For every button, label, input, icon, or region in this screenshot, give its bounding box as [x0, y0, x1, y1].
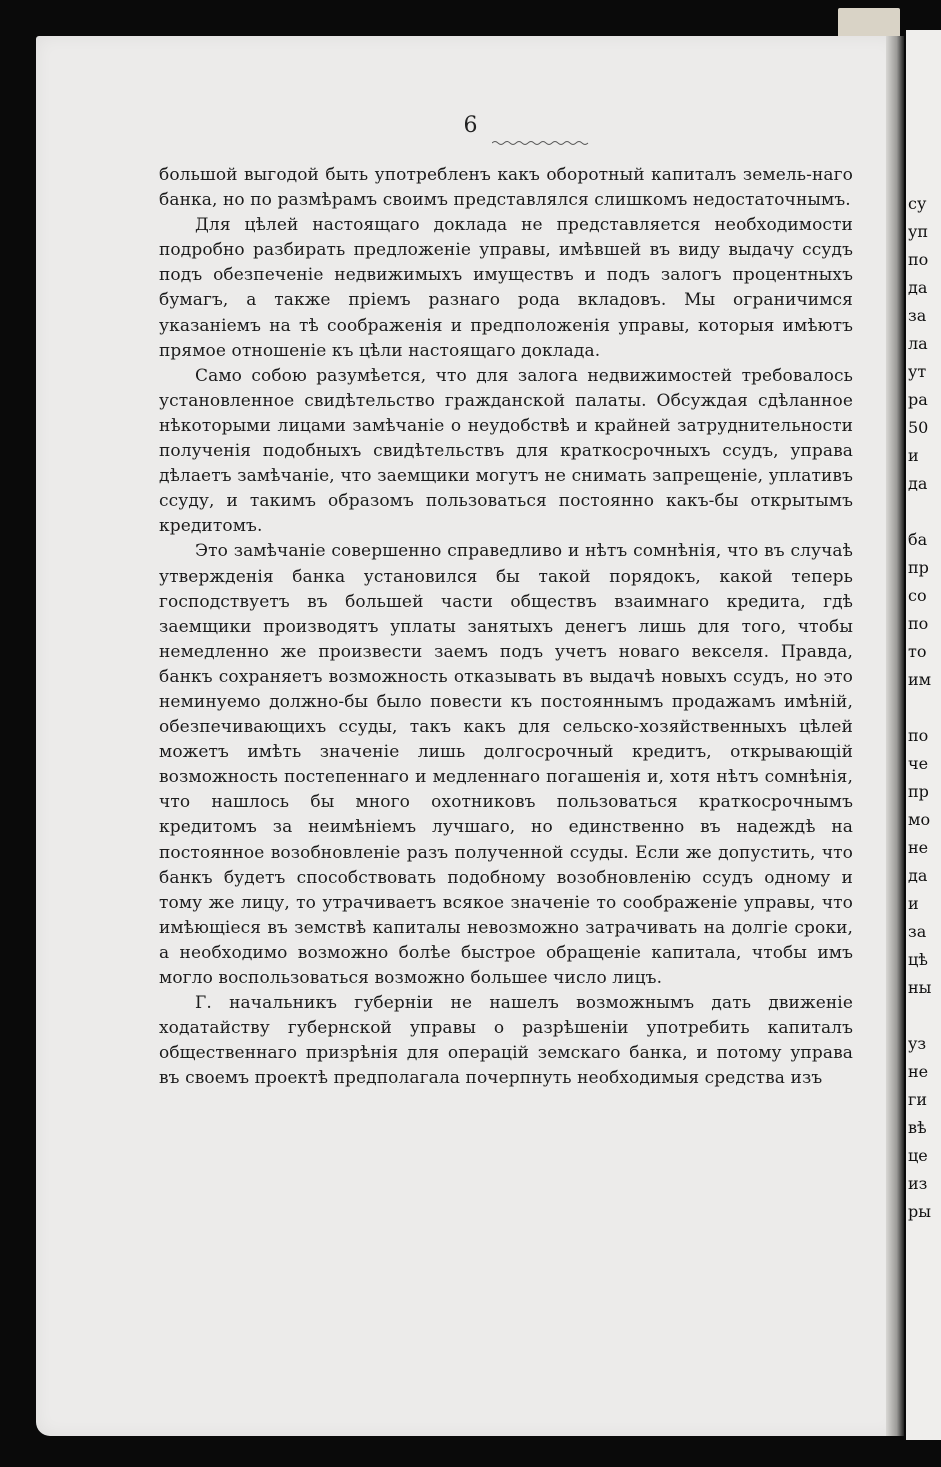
- adjacent-line-fragment: ры: [908, 1202, 931, 1221]
- adjacent-line-fragment: ны: [908, 978, 932, 997]
- adjacent-page-text: [908, 190, 941, 1226]
- adjacent-line-fragment: це: [908, 1146, 928, 1165]
- adjacent-line-fragment: ла: [908, 334, 928, 353]
- adjacent-line-fragment: [908, 1002, 941, 1030]
- adjacent-line-fragment: по: [908, 250, 929, 269]
- adjacent-line-fragment: со: [908, 586, 927, 605]
- paragraph: Само собою разумѣется, что для залога недвижимостей требовалось установленное свидѣтельство гражданской палаты. Обсуждая сдѣланное нѣкоторыми лицами замѣчаніе о неудобствѣ и крайней затруднительности полученія подобныхъ свидѣтельствъ для краткосрочныхъ ссудъ, управа дѣлаетъ замѣчаніе, что заемщики могутъ не снимать запрещеніе, уплативъ ссуду, и такимъ образомъ пользоваться постоянно какъ-бы открытымъ кредитомъ.: [159, 365, 853, 537]
- page-number: 6: [463, 113, 478, 138]
- adjacent-line-fragment: и: [908, 894, 919, 913]
- adjacent-line-fragment: пр: [908, 782, 929, 801]
- adjacent-line-fragment: ут: [908, 362, 927, 381]
- decorative-wavy-rule: [492, 140, 592, 146]
- adjacent-line-fragment: да: [908, 474, 928, 493]
- adjacent-line-fragment: 50: [908, 418, 929, 437]
- adjacent-line-fragment: за: [908, 922, 927, 941]
- adjacent-line-fragment: им: [908, 670, 932, 689]
- adjacent-line-fragment: из: [908, 1174, 928, 1193]
- adjacent-line-fragment: уп: [908, 222, 929, 241]
- adjacent-line-fragment: мо: [908, 810, 931, 829]
- adjacent-line-fragment: не: [908, 838, 929, 857]
- adjacent-line-fragment: уз: [908, 1034, 927, 1053]
- adjacent-line-fragment: не: [908, 1062, 929, 1081]
- adjacent-line-fragment: ба: [908, 530, 928, 549]
- adjacent-line-fragment: [908, 498, 941, 526]
- adjacent-line-fragment: по: [908, 614, 929, 633]
- adjacent-line-fragment: да: [908, 278, 928, 297]
- adjacent-line-fragment: за: [908, 306, 927, 325]
- adjacent-line-fragment: по: [908, 726, 929, 745]
- document-body: [159, 163, 853, 1091]
- adjacent-line-fragment: ги: [908, 1090, 928, 1109]
- adjacent-line-fragment: [908, 694, 941, 722]
- adjacent-line-fragment: и: [908, 446, 919, 465]
- paragraph: Г. начальникъ губерніи не нашелъ возможнымъ дать движеніе ходатайству губернской управы о разрѣшеніи употребить капиталъ общественнаго призрѣнія для операцій земскаго банка, и потому управа въ своемъ проектѣ предполагала почерпнуть необходимыя средства изъ: [159, 993, 853, 1089]
- adjacent-line-fragment: че: [908, 754, 929, 773]
- paragraph: Для цѣлей настоящаго доклада не представляется необходимости подробно разбирать предложеніе управы, имѣвшей въ виду выдачу ссудъ подъ обезпеченіе недвижимыхъ имуществъ и подъ залогъ процентныхъ бумагъ, а также пріемъ разнаго рода вкладовъ. Мы ограничимся указаніемъ на тѣ соображенія и предположенія управы, которыя имѣютъ прямое отношеніе къ цѣли настоящаго доклада.: [159, 215, 853, 361]
- book-spine-tab: [838, 8, 900, 38]
- adjacent-line-fragment: цѣ: [908, 950, 928, 969]
- paragraph: большой выгодой быть употребленъ какъ оборотный капиталъ земель-наго банка, но по размѣрамъ своимъ представлялся слишкомъ недостаточнымъ.: [159, 165, 853, 211]
- adjacent-line-fragment: да: [908, 866, 928, 885]
- adjacent-line-fragment: пр: [908, 558, 929, 577]
- paragraph: Это замѣчаніе совершенно справедливо и нѣтъ сомнѣнія, что въ случаѣ утвержденія банка установился бы такой порядокъ, какой теперь господствуетъ въ большей части обществъ взаимнаго кредита, гдѣ заемщики производятъ уплаты занятыхъ денегъ лишь для того, чтобы немедленно же произвести заемъ подъ учетъ новаго векселя. Правда, банкъ сохраняетъ возможность отказывать въ выдачѣ новыхъ ссудъ, но это неминуемо должно-бы было повести къ постояннымъ продажамъ имѣній, обезпечивающихъ ссуды, такъ какъ для сельско-хозяйственныхъ цѣлей можетъ имѣть значеніе лишь долгосрочный кредитъ, открывающій возможность постепеннаго и медленнаго погашенія и, хотя нѣтъ сомнѣнія, что нашлось бы много охотниковъ пользоваться краткосрочнымъ кредитомъ за неимѣніемъ лучшаго, но единственно въ надеждѣ на постоянное возобновленіе разъ полученной ссуды. Если же допустить, что банкъ будетъ способствовать подобному возобновленію ссудъ одному и тому же лицу, то утрачиваетъ всякое значеніе то соображеніе управы, что имѣющіеся въ земствѣ капиталы невозможно затрачивать на долгіе сроки, а необходимо возможно болѣе быстрое обращеніе капитала, чтобы имъ могло воспользоваться возможно большее число лицъ.: [159, 541, 853, 988]
- adjacent-line-fragment: то: [908, 642, 927, 661]
- adjacent-line-fragment: су: [908, 194, 927, 213]
- adjacent-line-fragment: ра: [908, 390, 928, 409]
- adjacent-line-fragment: вѣ: [908, 1118, 927, 1137]
- book-gutter: [886, 36, 904, 1436]
